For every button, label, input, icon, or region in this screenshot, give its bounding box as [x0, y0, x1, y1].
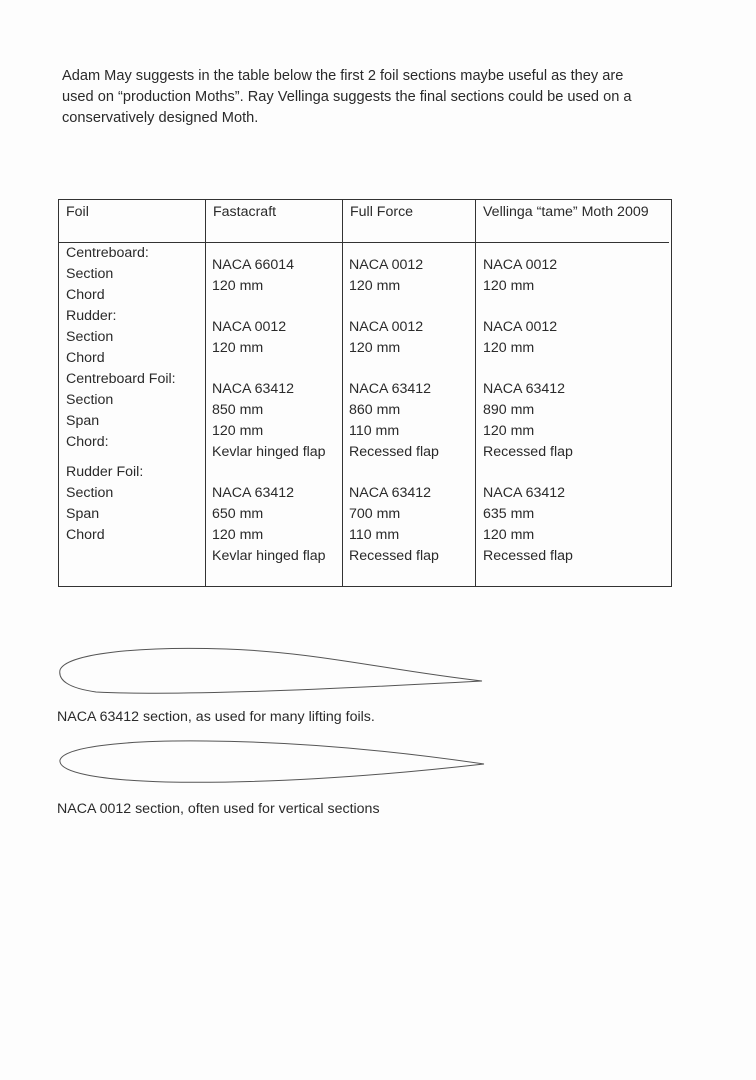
- vellinga-rf-span: 635 mm: [483, 506, 535, 522]
- fastacraft-rf-section: NACA 63412: [212, 485, 295, 501]
- label-rf-span: Span: [66, 506, 100, 522]
- vellinga-rf-section: NACA 63412: [483, 485, 566, 501]
- vellinga-cbf-flap: Recessed flap: [483, 444, 573, 460]
- header-vellinga: Vellinga “tame” Moth 2009: [476, 200, 669, 243]
- fullforce-cbf-span: 860 mm: [349, 402, 401, 418]
- label-rudder: Rudder:: [66, 308, 117, 324]
- fastacraft-cbf-flap: Kevlar hinged flap: [212, 444, 326, 460]
- fullforce-rf-section: NACA 63412: [349, 485, 432, 501]
- fastacraft-cbf-chord: 120 mm: [212, 423, 264, 439]
- intro-line-2: used on “production Moths”. Ray Vellinga suggests the final sections could be used on a: [62, 89, 632, 105]
- fullforce-cbf-section: NACA 63412: [349, 381, 432, 397]
- intro-line-3: conservatively designed Moth.: [62, 110, 259, 126]
- fastacraft-r-section: NACA 0012: [212, 319, 287, 335]
- vellinga-cb-section: NACA 0012: [483, 257, 558, 273]
- label-cbf-chord: Chord:: [66, 434, 109, 450]
- label-cb-section: Section: [66, 266, 114, 282]
- fastacraft-rf-span: 650 mm: [212, 506, 264, 522]
- fullforce-rf-flap: Recessed flap: [349, 548, 439, 564]
- fastacraft-r-chord: 120 mm: [212, 340, 264, 356]
- fullforce-r-chord: 120 mm: [349, 340, 401, 356]
- fullforce-cb-section: NACA 0012: [349, 257, 424, 273]
- header-full-force: Full Force: [343, 200, 476, 243]
- fastacraft-cbf-span: 850 mm: [212, 402, 264, 418]
- caption-naca-63412: NACA 63412 section, as used for many lifting foils.: [57, 709, 375, 725]
- fullforce-rf-span: 700 mm: [349, 506, 401, 522]
- label-cbf-section: Section: [66, 392, 114, 408]
- fastacraft-column: [206, 243, 343, 586]
- label-cb-foil: Centreboard Foil:: [66, 371, 176, 387]
- label-r-section: Section: [66, 329, 114, 345]
- labels-column: [59, 243, 206, 586]
- fastacraft-cbf-section: NACA 63412: [212, 381, 295, 397]
- fullforce-rf-chord: 110 mm: [349, 527, 400, 543]
- vellinga-cbf-chord: 120 mm: [483, 423, 535, 439]
- full-force-column: [343, 243, 476, 586]
- vellinga-r-section: NACA 0012: [483, 319, 558, 335]
- label-centreboard: Centreboard:: [66, 245, 149, 261]
- fullforce-r-section: NACA 0012: [349, 319, 424, 335]
- fullforce-cb-chord: 120 mm: [349, 278, 401, 294]
- fastacraft-cb-chord: 120 mm: [212, 278, 264, 294]
- header-fastacraft: Fastacraft: [206, 200, 343, 243]
- vellinga-r-chord: 120 mm: [483, 340, 535, 356]
- naca-63412-foil-drawing: [56, 640, 496, 700]
- caption-naca-0012: NACA 0012 section, often used for vertical sections: [57, 801, 380, 817]
- fastacraft-rf-flap: Kevlar hinged flap: [212, 548, 326, 564]
- label-cb-chord: Chord: [66, 287, 105, 303]
- fullforce-cbf-flap: Recessed flap: [349, 444, 439, 460]
- vellinga-cbf-span: 890 mm: [483, 402, 535, 418]
- foil-comparison-table: [58, 199, 672, 587]
- label-cbf-span: Span: [66, 413, 100, 429]
- label-rudder-foil: Rudder Foil:: [66, 464, 144, 480]
- vellinga-column: [476, 243, 669, 586]
- label-rf-chord: Chord: [66, 527, 105, 543]
- naca-0012-foil-drawing: [56, 734, 496, 790]
- intro-paragraph: [62, 66, 702, 129]
- fastacraft-rf-chord: 120 mm: [212, 527, 264, 543]
- intro-line-1: Adam May suggests in the table below the first 2 foil sections maybe useful as they are: [62, 68, 624, 84]
- fullforce-cbf-chord: 110 mm: [349, 423, 400, 439]
- vellinga-cb-chord: 120 mm: [483, 278, 535, 294]
- vellinga-rf-chord: 120 mm: [483, 527, 535, 543]
- header-foil: Foil: [59, 200, 206, 243]
- vellinga-cbf-section: NACA 63412: [483, 381, 566, 397]
- label-r-chord: Chord: [66, 350, 105, 366]
- label-rf-section: Section: [66, 485, 114, 501]
- fastacraft-cb-section: NACA 66014: [212, 257, 295, 273]
- vellinga-rf-flap: Recessed flap: [483, 548, 573, 564]
